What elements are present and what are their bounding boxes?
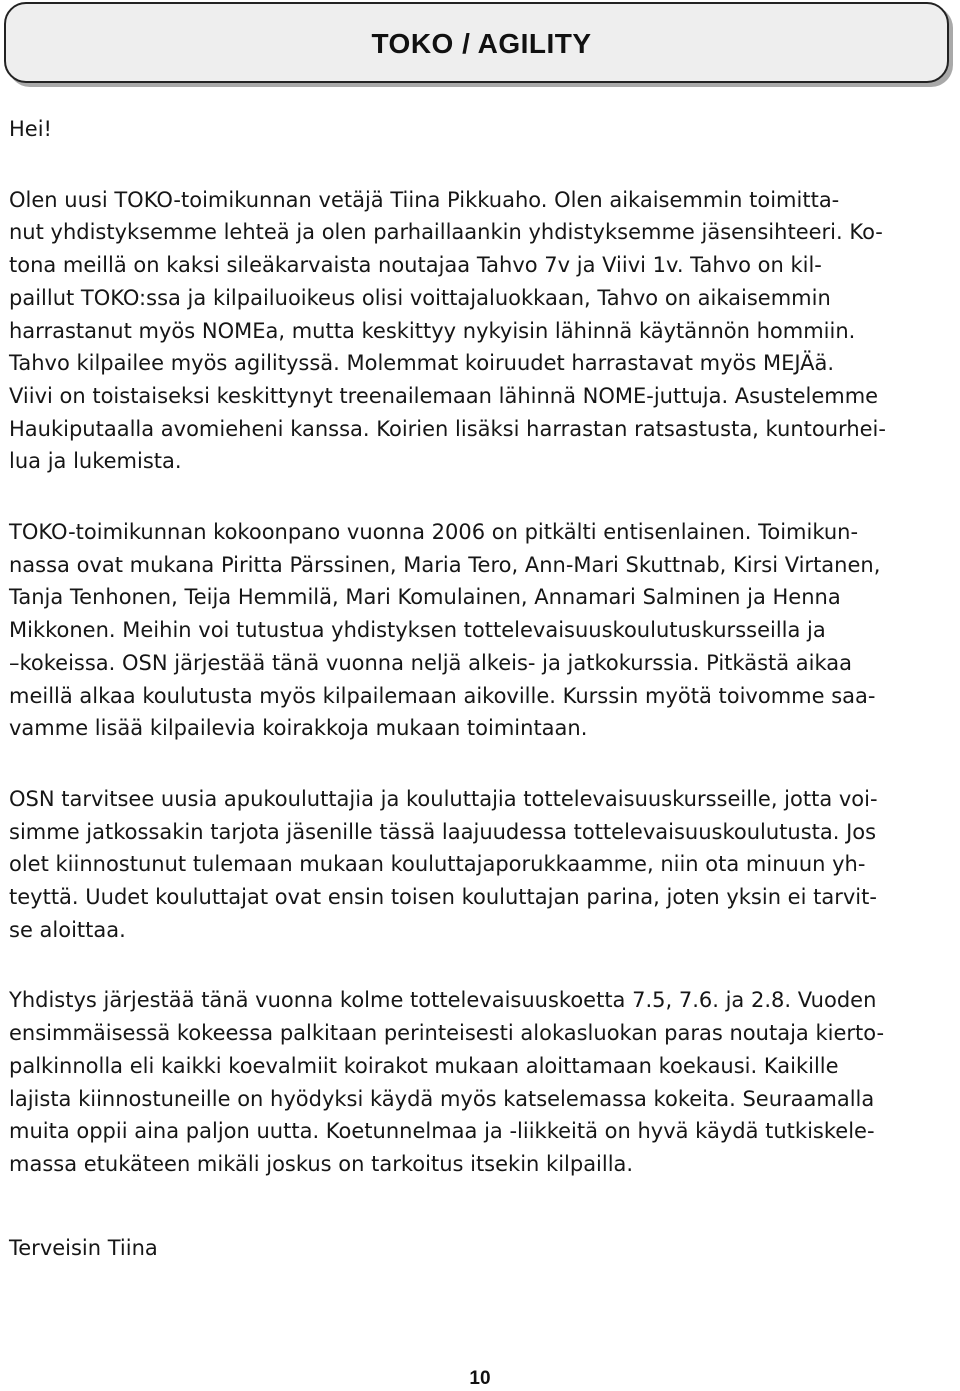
text-line: Tahvo kilpailee myös agilityssä. Molemmat koiruudet harrastavat myös MEJÄä. [9,351,835,376]
text-line: simme jatkossakin tarjota jäsenille tässä laajuudessa tottelevaisuuskoulutusta. Jos [9,819,877,844]
text-line: muita oppii aina paljon uutta. Koetunnelmaa ja -liikkeitä on hyvä käydä tutkiskele- [9,1119,875,1144]
text-line: Yhdistys järjestää tänä vuonna kolme tottelevaisuuskoetta 7.5, 7.6. ja 2.8. Vuoden [9,988,877,1013]
paragraph-trials [9,984,954,1180]
paragraph-introduction [9,184,954,478]
paragraph-trainers [9,783,954,947]
text-line: harrastanut myös NOMEa, mutta keskittyy nykyisin lähinnä käytännön hommiin. [9,318,856,343]
text-line: palkinnolla eli kaikki koevalmiit koirakot mukaan aloittamaan koekausi. Kaikille [9,1053,839,1078]
paragraph-committee [9,516,954,745]
text-line: TOKO-toimikunnan kokoonpano vuonna 2006 on pitkälti entisenlainen. Toimikun- [9,520,859,545]
text-line: OSN tarvitsee uusia apukouluttajia ja kouluttajia tottelevaisuuskursseille, jotta voi- [9,786,878,811]
text-line: se aloittaa. [9,917,126,942]
text-line: lua ja lukemista. [9,449,182,474]
page-number: 10 [469,1368,491,1389]
text-line: Viivi on toistaiseksi keskittynyt treenailemaan lähinnä NOME-juttuja. Asustelemme [9,383,879,408]
greeting: Hei! [9,117,52,141]
text-line: vamme lisää kilpailevia koirakkoja mukaan toimintaan. [9,716,588,741]
text-line: Mikkonen. Meihin voi tutustua yhdistyksen tottelevaisuuskoulutuskursseilla ja [9,618,826,643]
text-line: Haukiputaalla avomieheni kanssa. Koirien lisäksi harrastan ratsastusta, kuntourhei- [9,416,886,441]
article-body [9,113,954,1181]
text-line: lajista kiinnostuneille on hyödyksi käydä myös katselemassa kokeita. Seuraamalla [9,1086,875,1111]
section-title: TOKO / AGILITY [371,28,592,59]
text-line: ensimmäisessä kokeessa palkitaan perinteisesti alokasluokan paras noutaja kierto- [9,1021,885,1046]
text-line: meillä alkaa koulutusta myös kilpailemaan aikoville. Kurssin myötä toivomme saa- [9,683,876,708]
signoff: Terveisin Tiina [9,1236,158,1260]
section-header [4,2,949,83]
text-line: Olen uusi TOKO-toimikunnan vetäjä Tiina Pikkuaho. Olen aikaisemmin toimitta- [9,187,840,212]
text-line: nut yhdistyksemme lehteä ja olen parhaillaankin yhdistyksemme jäsensihteeri. Ko- [9,220,883,245]
text-line: –kokeissa. OSN järjestää tänä vuonna neljä alkeis- ja jatkokurssia. Pitkästä aikaa [9,650,853,675]
text-line: paillut TOKO:ssa ja kilpailuoikeus olisi voittajaluokkaan, Tahvo on aikaisemmin [9,285,831,310]
text-line: nassa ovat mukana Piritta Pärssinen, Maria Tero, Ann-Mari Skuttnab, Kirsi Virtanen, [9,552,881,577]
text-line: tona meillä on kaksi sileäkarvaista noutajaa Tahvo 7v ja Viivi 1v. Tahvo on kil- [9,253,822,278]
text-line: olet kiinnostunut tulemaan mukaan kouluttajaporukkaamme, niin ota minuun yh- [9,852,866,877]
text-line: Tanja Tenhonen, Teija Hemmilä, Mari Komulainen, Annamari Salminen ja Henna [9,585,841,610]
text-line: massa etukäteen mikäli joskus on tarkoitus itsekin kilpailla. [9,1151,634,1176]
text-line: teyttä. Uudet kouluttajat ovat ensin toisen kouluttajan parina, joten yksin ei tarvit- [9,885,877,910]
